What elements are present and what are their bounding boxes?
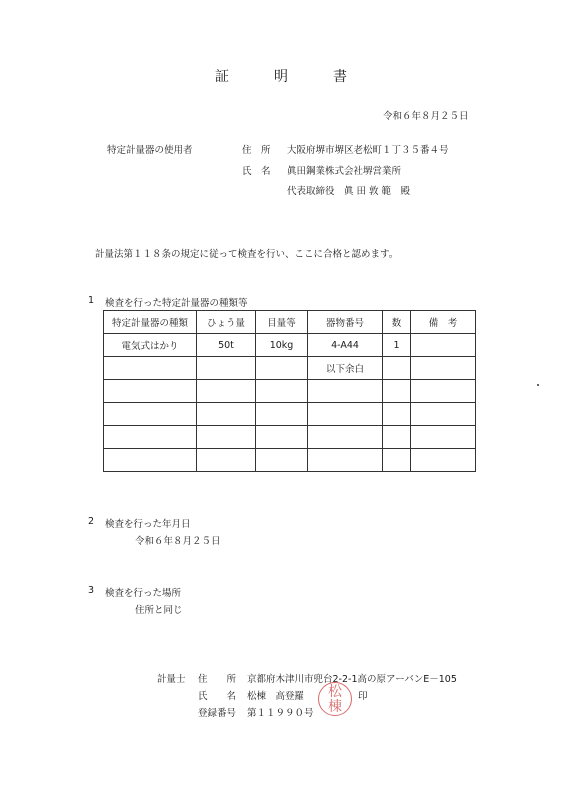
table-cell xyxy=(256,357,308,380)
inspector-address: 京都府木津川市兜台2-2-1高の原アーバンE－105 xyxy=(247,674,457,685)
user-representative: 代表取締役 眞 田 敦 範 殿 xyxy=(287,186,411,197)
table-header-row xyxy=(104,311,476,334)
inspector-reg-label: 登録番号 xyxy=(198,708,237,719)
table-cell xyxy=(256,380,308,403)
issue-date: 令和６年８月２５日 xyxy=(383,111,469,122)
table-cell xyxy=(411,426,476,449)
personal-seal-stamp xyxy=(318,682,352,716)
table-cell: 以下余白 xyxy=(308,357,383,380)
table-cell xyxy=(308,426,383,449)
section3-number: 3 xyxy=(88,585,95,596)
table-cell xyxy=(104,380,197,403)
table-cell xyxy=(411,403,476,426)
col-header-capacity: ひょう量 xyxy=(197,311,256,334)
section1-number: 1 xyxy=(88,295,95,306)
title-char-1: 証 xyxy=(215,69,229,85)
inspection-place: 住所と同じ xyxy=(135,605,183,616)
table-cell xyxy=(197,357,256,380)
title-char-2: 明 xyxy=(274,69,288,85)
col-header-scale-interval: 目量等 xyxy=(256,311,308,334)
inspector-name-label: 氏 名 xyxy=(198,691,237,702)
certification-statement: 計量法第１１８条の規定に従って検査を行い、ここに合格と認めます。 xyxy=(95,249,399,260)
table-cell: 4-A44 xyxy=(308,334,383,357)
table-row xyxy=(104,426,476,449)
table-cell xyxy=(104,449,197,472)
table-row xyxy=(104,334,476,357)
user-name-label: 氏 名 xyxy=(242,166,271,177)
col-header-remarks: 備 考 xyxy=(411,311,476,334)
inspector-reg-number: 第１１９９０号 xyxy=(247,708,314,719)
table-cell: 50t xyxy=(197,334,256,357)
inspector-name: 松棟 高登羅 xyxy=(247,691,305,702)
table-cell xyxy=(104,426,197,449)
table-cell xyxy=(411,334,476,357)
table-cell xyxy=(411,357,476,380)
table-row xyxy=(104,357,476,380)
table-cell xyxy=(383,403,411,426)
table-cell xyxy=(383,380,411,403)
table-cell xyxy=(383,449,411,472)
table-cell xyxy=(197,449,256,472)
section2-number: 2 xyxy=(88,516,95,527)
table-cell xyxy=(308,403,383,426)
seal-char-2: 棟 xyxy=(328,699,342,715)
table-row xyxy=(104,449,476,472)
table-cell xyxy=(104,403,197,426)
inspection-date: 令和６年８月２５日 xyxy=(135,536,221,547)
table-cell xyxy=(256,426,308,449)
table-row xyxy=(104,403,476,426)
user-address-label: 住 所 xyxy=(242,145,271,156)
table-cell xyxy=(383,426,411,449)
inspector-address-label: 住 所 xyxy=(198,674,237,685)
table-cell xyxy=(256,403,308,426)
section2-heading: 検査を行った年月日 xyxy=(105,519,191,530)
seal-char-1: 松 xyxy=(328,684,342,700)
table-cell: 電気式はかり xyxy=(104,334,197,357)
seal-mark-label: 印 xyxy=(358,691,368,702)
stray-mark xyxy=(537,384,539,386)
table-cell xyxy=(308,449,383,472)
section3-heading: 検査を行った場所 xyxy=(105,588,182,599)
table-cell: 1 xyxy=(383,334,411,357)
table-row xyxy=(104,380,476,403)
table-cell xyxy=(104,357,197,380)
table-cell: 10kg xyxy=(256,334,308,357)
user-company: 眞田鋼業株式会社堺営業所 xyxy=(287,166,402,177)
table-cell xyxy=(256,449,308,472)
table-cell xyxy=(411,449,476,472)
table-cell xyxy=(411,380,476,403)
table-cell xyxy=(383,357,411,380)
table-cell xyxy=(308,380,383,403)
table-cell xyxy=(197,403,256,426)
table-cell xyxy=(197,380,256,403)
inspector-role-label: 計量士 xyxy=(157,674,186,685)
title-char-3: 書 xyxy=(333,69,347,85)
section1-heading: 検査を行った特定計量器の種類等 xyxy=(105,298,248,309)
col-header-count: 数 xyxy=(383,311,411,334)
user-heading: 特定計量器の使用者 xyxy=(107,145,193,156)
user-address: 大阪府堺市堺区老松町１丁３５番４号 xyxy=(287,145,449,156)
table-cell xyxy=(197,426,256,449)
col-header-type: 特定計量器の種類 xyxy=(104,311,197,334)
instrument-table xyxy=(103,310,476,472)
col-header-serial: 器物番号 xyxy=(308,311,383,334)
